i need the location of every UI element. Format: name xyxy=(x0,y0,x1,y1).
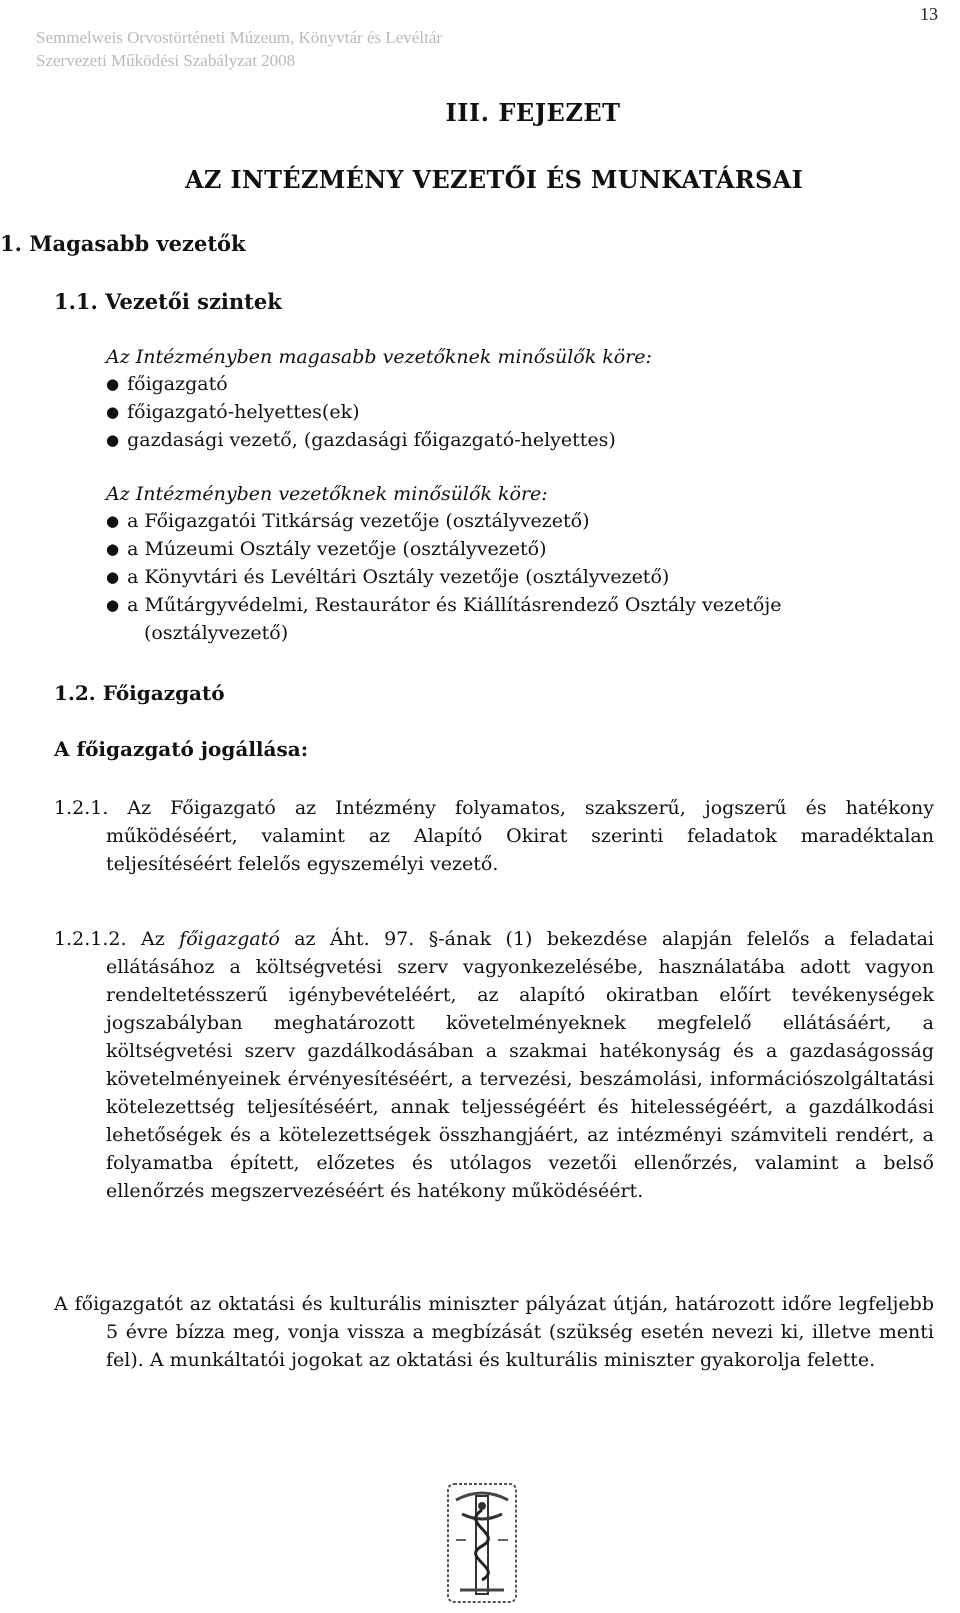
list-item: ● a Könyvtári és Levéltári Osztály vezetője (osztályvezető) xyxy=(106,566,670,588)
senior-leaders-list xyxy=(106,344,936,455)
bullet-icon: ● xyxy=(106,431,120,449)
bullet-icon: ● xyxy=(106,403,120,421)
page-number: 13 xyxy=(920,4,938,24)
paragraph-appointment xyxy=(54,1290,934,1374)
bullet-icon: ● xyxy=(106,540,120,558)
document-header xyxy=(36,26,442,72)
section-heading-1: 1. Magasabb vezetők xyxy=(0,231,246,256)
list-intro: Az Intézményben magasabb vezetőknek minősülők köre: xyxy=(106,346,652,368)
bullet-icon: ● xyxy=(106,568,120,586)
bullet-icon: ● xyxy=(106,512,120,530)
paragraph-emphasis: főigazgató xyxy=(179,928,280,950)
list-item: ● a Műtárgyvédelmi, Restaurátor és Kiállításrendező Osztály vezetője xyxy=(106,594,782,616)
header-institution: Semmelweis Orvostörténeti Múzeum, Könyvtár és Levéltár xyxy=(36,28,442,47)
leaders-list xyxy=(106,481,936,647)
section-heading-1-1: 1.1. Vezetői szintek xyxy=(54,289,282,314)
list-item-continuation: (osztályvezető) xyxy=(144,622,289,644)
bullet-icon: ● xyxy=(106,596,120,614)
section-heading-1-2: 1.2. Főigazgató xyxy=(54,681,225,705)
paragraph-1-2-1-2 xyxy=(54,925,934,1205)
list-item: ● a Főigazgatói Titkárság vezetője (osztályvezető) xyxy=(106,510,590,532)
list-intro: Az Intézményben vezetőknek minősülők köre: xyxy=(106,483,548,505)
paragraph-text: az Áht. 97. §-ának (1) bekezdése alapján felelős a feladatai ellátásához a költségvetési szerv vagyonkezelésébe, használatába adott vagyon rendeltetésszerű igénybevételéért, az alapító okiratban előírt tevékenységek jogszabályban meghatározott követelményeknek megfelelő ellátásáért, a költségvetési szerv gazdálkodásában a szakmai hatékonyság és a gazdaságosság követelményeinek érvényesítéséért, a tervezési, beszámolási, információszolgáltatási kötelezettség teljesítéséért, annak teljességéért és hitelességéért, a gazdálkodási lehetőségek és a kötelezettségek összhangjáért, az intézményi számviteli rendért, a folyamatba épített, előzetes és utólagos vezetői ellenőrzés, valamint a belső ellenőrzés megszervezéséért és hatékony működéséért. xyxy=(106,928,934,1202)
paragraph-text: A főigazgatót az oktatási és kulturális miniszter pályázat útján, határozott időre legfeljebb 5 évre bízza meg, vonja vissza a megbízását (szükség esetén nevezi ki, illetve menti fel). A munkáltatói jogokat az oktatási és kulturális miniszter gyakorolja felette. xyxy=(54,1293,934,1371)
paragraph-lead: Az xyxy=(140,928,165,950)
list-item: ● főigazgató-helyettes(ek) xyxy=(106,401,360,423)
museum-emblem-icon xyxy=(446,1480,518,1612)
paragraph-number: 1.2.1.2. xyxy=(54,928,127,950)
bullet-icon: ● xyxy=(106,375,120,393)
paragraph-number: 1.2.1. xyxy=(54,797,109,819)
chapter-title: AZ INTÉZMÉNY VEZETŐI ÉS MUNKATÁRSAI xyxy=(185,165,804,194)
list-item: ● főigazgató xyxy=(106,373,228,395)
list-item: ● gazdasági vezető, (gazdasági főigazgató-helyettes) xyxy=(106,429,616,451)
paragraph-1-2-1 xyxy=(54,794,934,878)
paragraph-text: Az Főigazgató az Intézmény folyamatos, szakszerű, jogszerű és hatékony működéséért, valamint az Alapító Okirat szerinti feladatok maradéktalan teljesítéséért felelős egyszemélyi vezető. xyxy=(106,797,934,875)
subheading-legal-status: A főigazgató jogállása: xyxy=(54,737,309,761)
list-item: ● a Múzeumi Osztály vezetője (osztályvezető) xyxy=(106,538,547,560)
chapter-number: III. FEJEZET xyxy=(445,98,621,127)
header-document-title: Szervezeti Működési Szabályzat 2008 xyxy=(36,51,296,70)
